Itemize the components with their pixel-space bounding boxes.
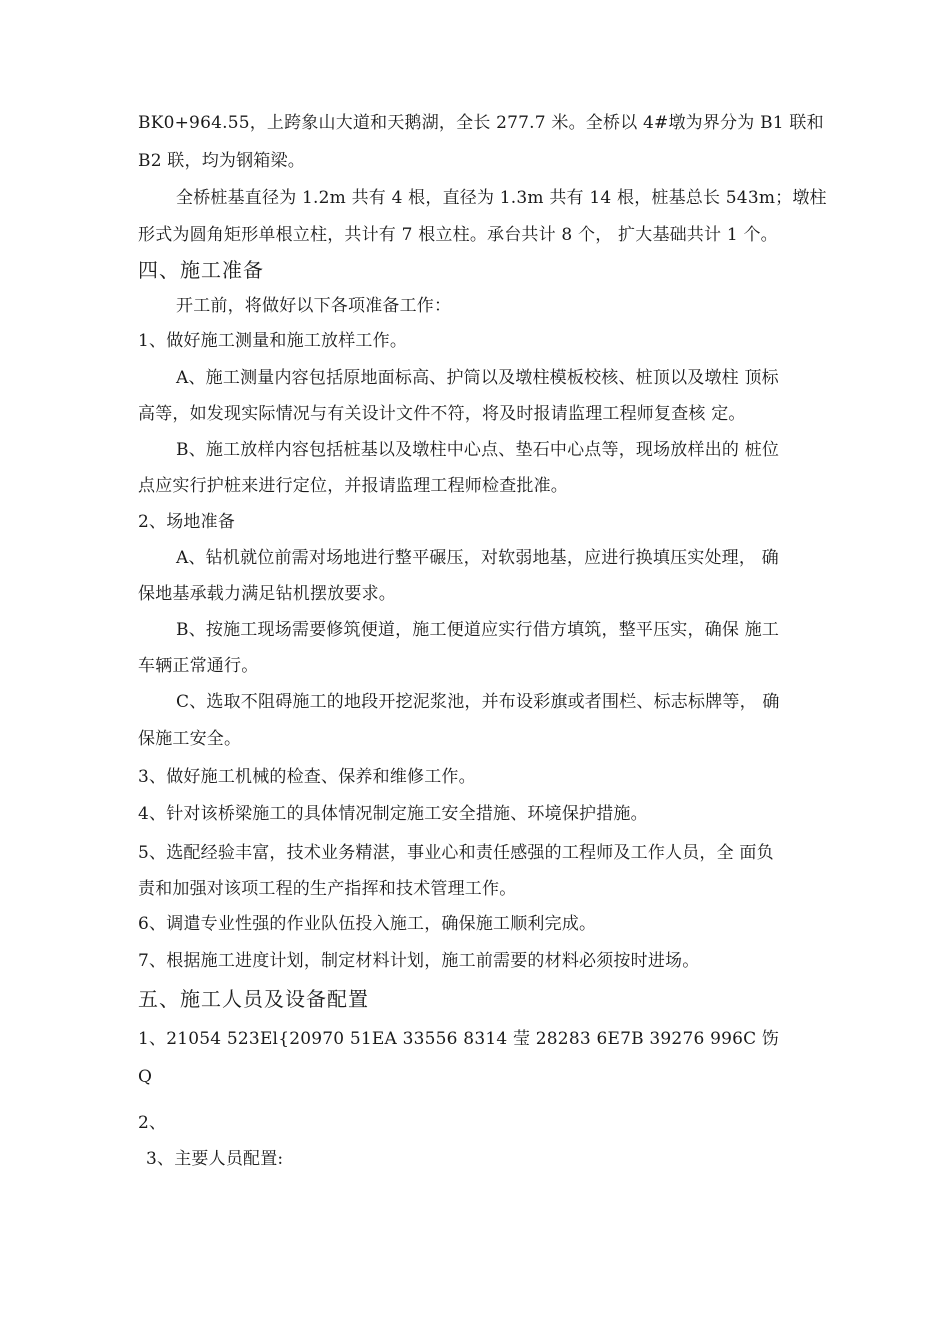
section-4-heading: 四、施工准备 [138,258,264,282]
section-5-item-1-line-2: Q [138,1067,153,1087]
section-4-item-2c-line-1: C、选取不阻碍施工的地段开挖泥浆池，并布设彩旗或者围栏、标志标牌等， 确 [176,692,780,712]
section-4-item-3: 3、做好施工机械的检查、保养和维修工作。 [138,767,476,787]
section-5-heading: 五、施工人员及设备配置 [138,987,369,1011]
section-4-item-5-line-1: 5、选配经验丰富，技术业务精湛，事业心和责任感强的工程师及工作人员，全 面负 [138,843,774,863]
section-5-item-3: 3、主要人员配置: [146,1149,284,1169]
section-4-item-1b-line-1: B、施工放样内容包括桩基以及墩柱中心点、垫石中心点等，现场放样出的 桩位 [176,440,780,460]
intro-line-3: 全桥桩基直径为 1.2m 共有 4 根，直径为 1.3m 共有 14 根，桩基总长 543m；墩柱 [176,188,827,208]
section-4-item-1a-line-1: A、施工测量内容包括原地面标高、护筒以及墩柱模板校核、桩顶以及墩柱 顶标 [176,368,779,388]
section-4-item-5-line-2: 责和加强对该项工程的生产指挥和技术管理工作。 [138,879,517,899]
section-4-item-2b-line-1: B、按施工现场需要修筑便道，施工便道应实行借方填筑，整平压实，确保 施工 [176,620,780,640]
section-4-item-1b-line-2: 点应实行护桩来进行定位，并报请监理工程师检查批准。 [138,476,568,496]
section-4-item-1a-line-2: 高等，如发现实际情况与有关设计文件不符，将及时报请监理工程师复查核 定。 [138,404,746,424]
section-4-lead: 开工前，将做好以下各项准备工作： [176,296,452,316]
intro-line-4: 形式为圆角矩形单根立柱，共计有 7 根立柱。承台共计 8 个， 扩大基础共计 1 个。 [138,225,778,245]
section-4-item-2: 2、场地准备 [138,512,236,532]
section-5-item-2: 2、 [138,1113,167,1133]
section-4-item-2b-line-2: 车辆正常通行。 [138,656,259,676]
section-4-item-6: 6、调遣专业性强的作业队伍投入施工，确保施工顺利完成。 [138,914,597,934]
section-4-item-7: 7、根据施工进度计划，制定材料计划，施工前需要的材料必须按时进场。 [138,951,700,971]
intro-line-2: B2 联，均为钢箱梁。 [138,151,305,171]
section-4-item-4: 4、针对该桥梁施工的具体情况制定施工安全措施、环境保护措施。 [138,804,648,824]
intro-line-1: BK0+964.55，上跨象山大道和天鹅湖，全长 277.7 米。全桥以 4#墩为界分为 B1 联和 [138,113,824,133]
section-4-item-2a-line-2: 保地基承载力满足钻机摆放要求。 [138,584,396,604]
section-4-item-2c-line-2: 保施工安全。 [138,729,242,749]
section-5-item-1-line-1: 1、21054 523El{20970 51EA 33556 8314 莹 28283 6E7B 39276 996C 饬 [138,1029,780,1049]
section-4-item-2a-line-1: A、钻机就位前需对场地进行整平碾压，对软弱地基，应进行换填压实处理， 确 [176,548,779,568]
section-4-item-1: 1、做好施工测量和施工放样工作。 [138,331,408,351]
